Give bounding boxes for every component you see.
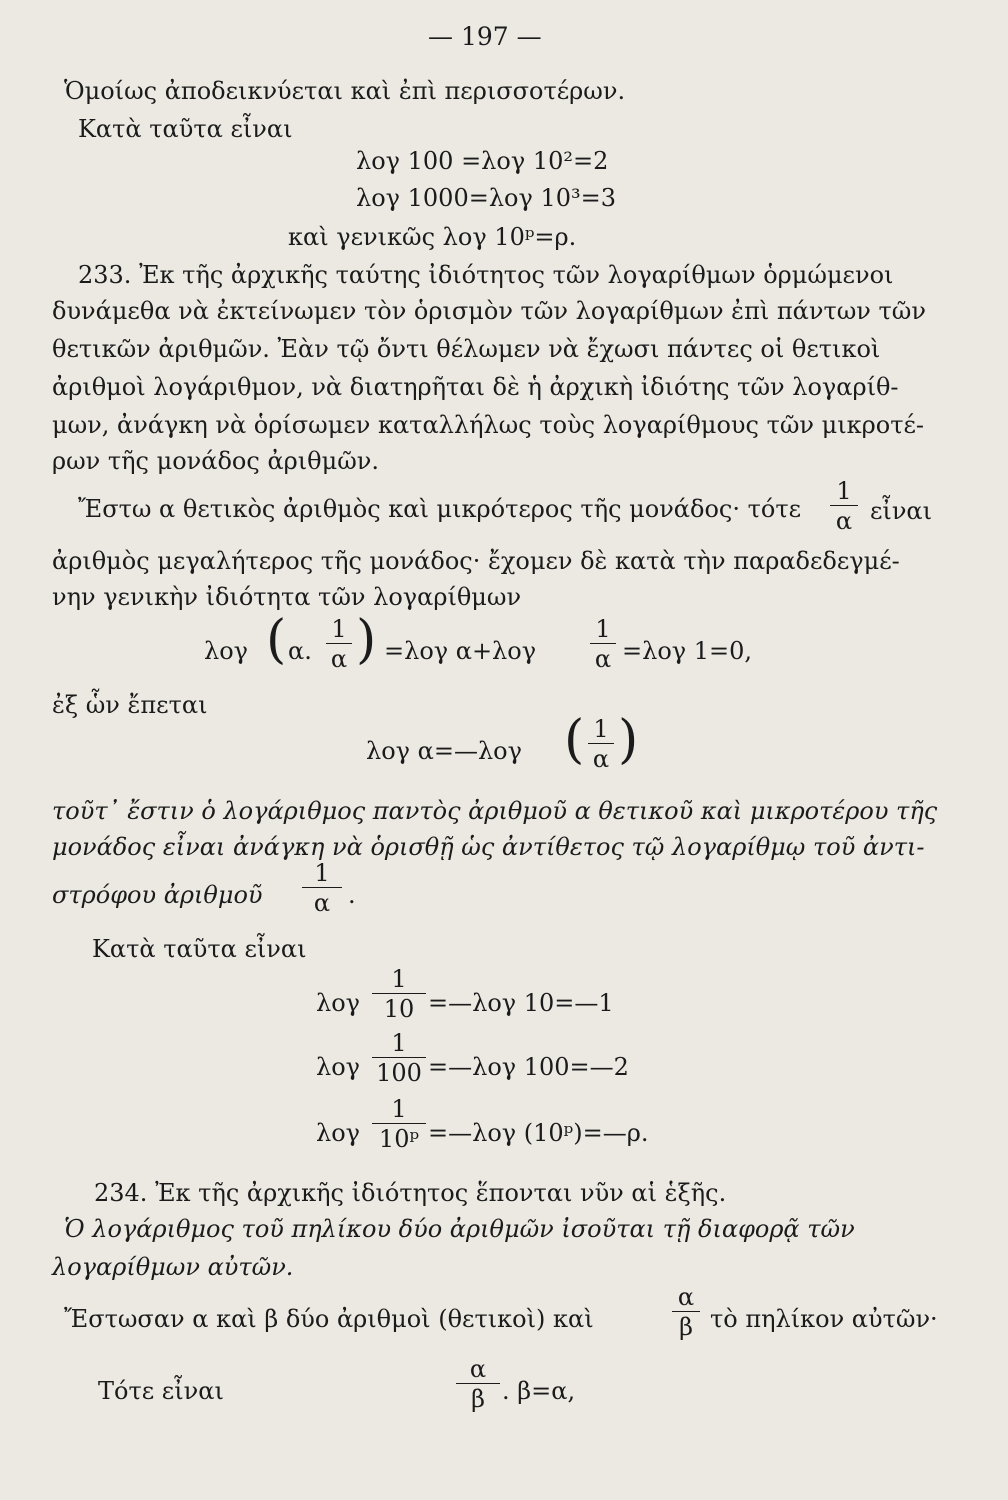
fraction-one-over-ten-p: 1 10ᵖ [372, 1096, 426, 1152]
section-233-line: 233. Ἐκ τῆς ἀρχικῆς ταύτης ἰδιότητος τῶν λογαρίθμων ὁρμώμενοι [78, 261, 894, 289]
fraction-one-over-hundred: 1 100 [372, 1030, 426, 1086]
equation: λογ 100 =λογ 10²=2 [356, 147, 609, 175]
fraction-alpha-over-beta: α β [456, 1356, 500, 1412]
fraction-alpha-over-beta: α β [672, 1284, 700, 1340]
equation-text: =—λογ (10ᵖ)=—ρ. [428, 1119, 649, 1147]
section-233-line: μων, ἀνάγκη νὰ ὁρίσωμεν καταλλήλως τοὺς λογαρίθμους τῶν μικροτέ- [52, 411, 925, 439]
fraction-one-over-alpha: 1 α [830, 478, 858, 534]
paren-left: ( [564, 710, 585, 770]
italic-line: λογαρίθμων αὐτῶν. [52, 1253, 294, 1281]
page-number: — 197 — [428, 22, 542, 51]
section-233-line: ἀριθμοὶ λογάριθμον, νὰ διατηρῆται δὲ ἡ ἀρχικὴ ἰδιότης τῶν λογαρίθ- [52, 373, 899, 401]
paragraph-line: τὸ πηλίκον αὐτῶν· [710, 1305, 938, 1333]
equation-text: =λογ 1=0, [622, 637, 753, 665]
equation-text: =—λογ 10=—1 [428, 989, 614, 1017]
section-233-line: δυνάμεθα νὰ ἐκτείνωμεν τὸν ὁρισμὸν τῶν λογαρίθμων ἐπὶ πάντων τῶν [52, 297, 926, 325]
equation-text: =λογ α+λογ [384, 637, 537, 665]
equation-text: λογ α=—λογ [366, 737, 522, 765]
paragraph-line: ἐξ ὧν ἔπεται [52, 691, 208, 719]
fraction-one-over-alpha: 1 α [590, 616, 616, 672]
fraction-one-over-alpha: 1 α [326, 616, 352, 672]
italic-line: Ὁ λογάριθμος τοῦ πηλίκου δύο ἀριθμῶν ἰσοῦται τῇ διαφορᾷ τῶν [64, 1215, 855, 1243]
paragraph-line: Ὁμοίως ἀποδεικνύεται καὶ ἐπὶ περισσοτέρων. [64, 77, 626, 105]
equation: λογ 1000=λογ 10³=3 [356, 184, 616, 212]
section-234-line: 234. Ἐκ τῆς ἀρχικῆς ἰδιότητος ἕπονται νῦν αἱ ἑξῆς. [94, 1179, 727, 1207]
paragraph-line: Ἔστω α θετικὸς ἀριθμὸς καὶ μικρότερος τῆς μονάδος· τότε [78, 495, 802, 523]
equation-text: . β=α, [502, 1377, 576, 1405]
equation-text: λογ [316, 1053, 361, 1081]
equation-text: λογ [316, 1119, 361, 1147]
equation-text: λογ [316, 989, 361, 1017]
section-233-line: ρων τῆς μονάδος ἀριθμῶν. [52, 447, 379, 475]
fraction-one-over-alpha: 1 α [588, 716, 614, 772]
paragraph-line: Ἔστωσαν α καὶ β δύο ἀριθμοὶ (θετικοὶ) καὶ [64, 1305, 594, 1333]
italic-line: τοῦτ᾽ ἔστιν ὁ λογάριθμος παντὸς ἀριθμοῦ α θετικοῦ καὶ μικροτέρου τῆς [52, 797, 938, 825]
paragraph-line: Κατὰ ταῦτα εἶναι [78, 115, 293, 143]
section-233-line: θετικῶν ἀριθμῶν. Ἐὰν τῷ ὄντι θέλωμεν νὰ ἔχωσι πάντες οἱ θετικοὶ [52, 335, 881, 363]
equation-text: =—λογ 100=—2 [428, 1053, 629, 1081]
paren-left: ( [266, 610, 287, 670]
paragraph-line: εἶναι [870, 497, 933, 525]
fraction-one-over-ten: 1 10 [372, 966, 426, 1022]
italic-line: μονάδος εἶναι ἀνάγκη νὰ ὁρισθῇ ὡς ἀντίθετος τῷ λογαρίθμῳ τοῦ ἀντι- [52, 833, 925, 861]
equation: καὶ γενικῶς λογ 10ᵖ=ρ. [288, 223, 577, 251]
paragraph-line: νην γενικὴν ἰδιότητα τῶν λογαρίθμων [52, 583, 522, 611]
equation-text: α. [288, 637, 312, 665]
equation-text: λογ [204, 637, 249, 665]
fraction-one-over-alpha: 1 α [302, 860, 342, 916]
italic-line: στρόφου ἀριθμοῦ [52, 881, 263, 909]
paragraph-line: ἀριθμὸς μεγαλήτερος τῆς μονάδος· ἔχομεν δὲ κατὰ τὴν παραδεδεγμέ- [52, 547, 900, 575]
period: . [348, 881, 356, 909]
paren-right: ) [356, 610, 377, 670]
paragraph-line: Κατὰ ταῦτα εἶναι [92, 935, 307, 963]
paren-right: ) [618, 710, 639, 770]
paragraph-line: Τότε εἶναι [98, 1377, 224, 1405]
